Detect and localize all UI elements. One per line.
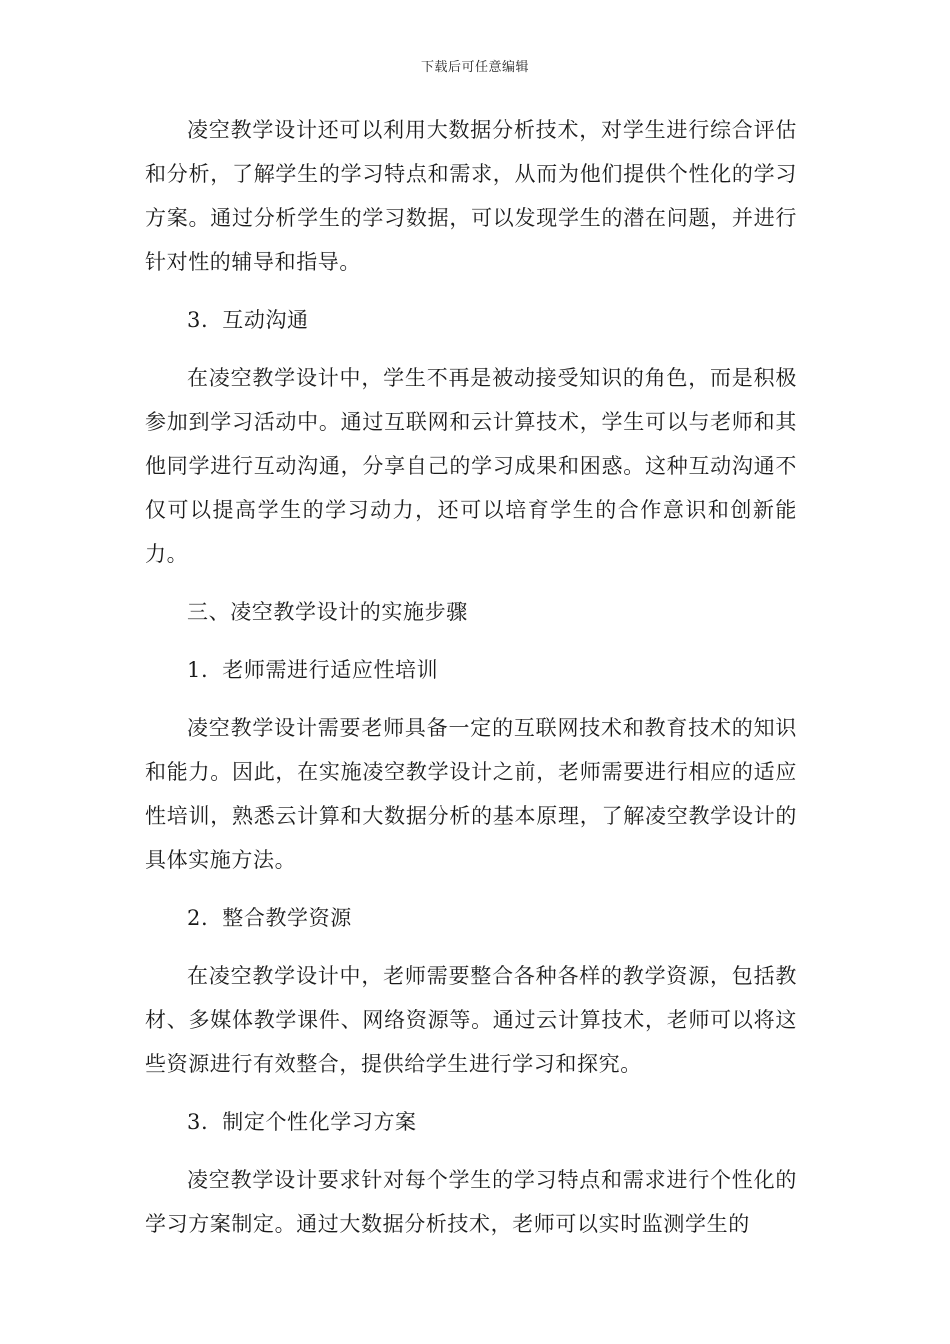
paragraph-personalized-plan: 凌空教学设计要求针对每个学生的学习特点和需求进行个性化的学习方案制定。通过大数据分析技术，老师可以实时监测学生的: [145, 1168, 797, 1236]
heading-text: 制定个性化学习方案: [222, 1110, 417, 1134]
heading-number: 3.: [187, 1110, 209, 1134]
section-heading-implementation-steps: [145, 590, 797, 634]
heading-personalized-plan: [145, 1100, 797, 1144]
paragraph-integrate-resources: 在凌空教学设计中，老师需要整合各种各样的教学资源，包括教材、多媒体教学课件、网络资源等。通过云计算技术，老师可以将这些资源进行有效整合，提供给学生进行学习和探究。: [145, 964, 797, 1076]
heading-text: 互动沟通: [222, 308, 309, 332]
paragraph-interactive-communication: 在凌空教学设计中，学生不再是被动接受知识的角色，而是积极参加到学习活动中。通过互联网和云计算技术，学生可以与老师和其他同学进行互动沟通，分享自己的学习成果和困惑。这种互动沟通不仅可以提高学生的学习动力，还可以培育学生的合作意识和创新能力。: [145, 366, 797, 566]
heading-number: 3.: [187, 308, 209, 332]
paragraph-big-data-analysis: 凌空教学设计还可以利用大数据分析技术，对学生进行综合评估和分析，了解学生的学习特点和需求，从而为他们提供个性化的学习方案。通过分析学生的学习数据，可以发现学生的潜在问题，并进行针对性的辅导和指导。: [145, 118, 797, 274]
document-body: [145, 108, 797, 1260]
heading-teacher-training: [145, 648, 797, 692]
heading-number: 2.: [187, 906, 209, 930]
paragraph-teacher-training: 凌空教学设计需要老师具备一定的互联网技术和教育技术的知识和能力。因此，在实施凌空教学设计之前，老师需要进行相应的适应性培训，熟悉云计算和大数据分析的基本原理，了解凌空教学设计的具体实施方法。: [145, 716, 797, 872]
heading-number: 1.: [187, 658, 209, 682]
heading-interactive-communication: [145, 298, 797, 342]
page-header: 下载后可任意编辑: [420, 60, 529, 75]
heading-integrate-resources: [145, 896, 797, 940]
heading-text: 老师需进行适应性培训: [222, 658, 439, 682]
heading-text: 整合教学资源: [222, 906, 352, 930]
heading-text: 三、凌空教学设计的实施步骤: [187, 600, 468, 624]
